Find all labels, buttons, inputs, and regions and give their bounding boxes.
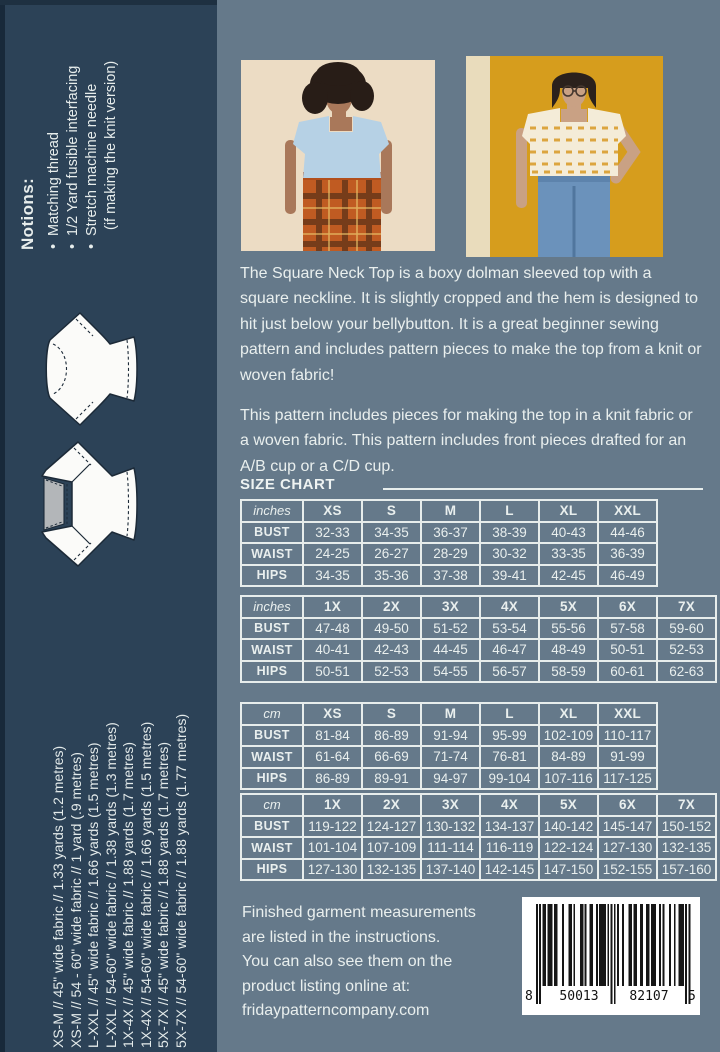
barcode-bar: [641, 904, 643, 986]
size-column-header: 5X: [539, 596, 598, 618]
size-column-header: S: [362, 500, 421, 522]
size-table-row: [241, 859, 716, 881]
left-edge-shadow: [0, 0, 5, 1052]
fabric-requirement-line: L-XXL // 45" wide fabric // 1.66 yards (1.5 metres): [85, 742, 101, 1048]
measurement-value: 117-125: [598, 768, 657, 790]
size-table-3: [240, 702, 658, 790]
size-column-header: S: [362, 703, 421, 725]
size-column-header: 7X: [657, 596, 716, 618]
size-column-header: 6X: [598, 596, 657, 618]
footer-line: Finished garment measurements: [242, 904, 476, 921]
size-column-header: 5X: [539, 794, 598, 816]
barcode-bar: [646, 904, 648, 986]
measurement-value: 51-52: [421, 618, 480, 640]
measurement-value: 137-140: [421, 859, 480, 881]
measurement-value: 42-43: [362, 639, 421, 661]
notions-item: • Matching thread: [45, 12, 64, 250]
measurement-value: 94-97: [421, 768, 480, 790]
measurement-value: 48-49: [539, 639, 598, 661]
barcode-bar: [580, 904, 582, 986]
size-column-header: 2X: [362, 596, 421, 618]
measurement-value: 28-29: [421, 543, 480, 565]
barcode-bar: [601, 904, 603, 986]
measurement-value: 76-81: [480, 746, 539, 768]
measurement-row-label: WAIST: [241, 746, 303, 768]
measurement-value: 86-89: [303, 768, 362, 790]
garment-flat-front-drawing: [26, 436, 146, 572]
size-column-header: 3X: [421, 596, 480, 618]
barcode-bar: [679, 904, 681, 986]
size-table-row: [241, 725, 657, 747]
barcode-digit-right: 5: [688, 989, 696, 1004]
size-column-header: XL: [539, 500, 598, 522]
barcode-bar: [539, 904, 541, 1004]
measurement-value: 147-150: [539, 859, 598, 881]
measurement-value: 119-122: [303, 816, 362, 838]
measurement-value: 37-38: [421, 565, 480, 587]
size-table-row: [241, 522, 657, 544]
measurement-value: 46-47: [480, 639, 539, 661]
notions-item: (if making the knit version): [103, 60, 119, 230]
barcode-bar: [611, 904, 613, 1004]
measurement-value: 127-130: [303, 859, 362, 881]
barcode-bar: [628, 904, 630, 986]
unit-label: cm: [241, 794, 303, 816]
size-column-header: L: [480, 500, 539, 522]
measurement-value: 101-104: [303, 837, 362, 859]
fabric-requirement-line: 1X-4X // 54-60" wide fabric // 1.66 yards (1.5 metres): [137, 721, 154, 1048]
measurement-value: 107-109: [362, 837, 421, 859]
measurement-value: 86-89: [362, 725, 421, 747]
measurement-value: 124-127: [362, 816, 421, 838]
measurement-value: 50-51: [303, 661, 362, 683]
measurement-value: 33-35: [539, 543, 598, 565]
measurement-value: 55-56: [539, 618, 598, 640]
measurement-value: 56-57: [480, 661, 539, 683]
measurement-value: 71-74: [421, 746, 480, 768]
measurement-value: 150-152: [657, 816, 716, 838]
measurement-value: 157-160: [657, 859, 716, 881]
top-edge-shadow: [0, 0, 217, 5]
description-paragraph-2: This pattern includes pieces for making the top in a knit fabric or a woven fabric. This pattern includes front pieces drafted for an A/B cup or a C/D cup.: [240, 407, 693, 475]
fabric-requirements-block: [50, 590, 190, 1048]
measurement-value: 49-50: [362, 618, 421, 640]
barcode-bar: [654, 904, 656, 986]
size-table-row: [241, 618, 716, 640]
fabric-requirement-line: L-XXL // 54-60" wide fabric // 1.38 yards (1.3 metres): [102, 722, 119, 1048]
measurement-value: 107-116: [539, 768, 598, 790]
measurement-value: 81-84: [303, 725, 362, 747]
barcode-bar: [635, 904, 637, 986]
measurement-value: 66-69: [362, 746, 421, 768]
barcode-bar: [542, 904, 544, 986]
barcode-bar: [544, 904, 546, 986]
barcode-bar: [591, 904, 593, 986]
measurement-value: 52-53: [362, 661, 421, 683]
barcode-bar: [653, 904, 655, 986]
barcode-bar: [585, 904, 587, 986]
measurement-row-label: WAIST: [241, 639, 303, 661]
barcode-bar: [669, 904, 671, 986]
barcode-bar: [674, 904, 676, 986]
measurement-value: 47-48: [303, 618, 362, 640]
size-chart-rule: [383, 488, 703, 490]
barcode-bar: [682, 904, 684, 986]
notions-title: Notions:: [18, 177, 37, 250]
barcode-bar: [554, 904, 556, 986]
barcode-bar: [640, 904, 642, 986]
barcode-bar: [648, 904, 650, 986]
measurement-row-label: HIPS: [241, 661, 303, 683]
measurement-value: 35-36: [362, 565, 421, 587]
barcode-bar: [555, 904, 557, 986]
photo-model-1: [241, 60, 435, 251]
garment-flat-back-drawing: [30, 308, 142, 430]
footer-line: are listed in the instructions.: [242, 928, 441, 946]
barcode-bar: [685, 904, 687, 1004]
measurement-value: 30-32: [480, 543, 539, 565]
footer-note: [242, 901, 476, 1024]
measurement-value: 54-55: [421, 661, 480, 683]
size-column-header: 1X: [303, 596, 362, 618]
barcode-bar: [662, 904, 664, 986]
measurement-value: 39-41: [480, 565, 539, 587]
measurement-value: 127-130: [598, 837, 657, 859]
barcode-bar: [607, 904, 609, 986]
fabric-requirement-line: XS-M // 54 - 60" wide fabric // 1 yard (.9 metres): [67, 752, 84, 1048]
measurement-value: 53-54: [480, 618, 539, 640]
measurement-row-label: HIPS: [241, 768, 303, 790]
measurement-value: 132-135: [657, 837, 716, 859]
measurement-row-label: HIPS: [241, 565, 303, 587]
measurement-value: 26-27: [362, 543, 421, 565]
footer-line: You can also see them on the: [242, 953, 453, 971]
fabric-requirement-line: 5X-7X // 45" wide fabric // 1.88 yards (1.7 metres): [155, 741, 171, 1048]
size-column-header: M: [421, 703, 480, 725]
size-column-header: XXL: [598, 703, 657, 725]
size-column-header: 4X: [480, 596, 539, 618]
measurement-value: 140-142: [539, 816, 598, 838]
size-column-header: L: [480, 703, 539, 725]
measurement-value: 111-114: [421, 837, 480, 859]
fabric-requirement-line: 1X-4X // 45" wide fabric // 1.88 yards (1.7 metres): [120, 741, 136, 1048]
size-column-header: 2X: [362, 794, 421, 816]
measurement-value: 24-25: [303, 543, 362, 565]
measurement-value: 152-155: [598, 859, 657, 881]
fabric-requirement-line: 5X-7X // 54-60" wide fabric // 1.88 yards (1.77 metres): [172, 713, 189, 1048]
fabric-requirement-line: XS-M // 45" wide fabric // 1.33 yards (1.2 metres): [50, 745, 66, 1048]
measurement-value: 142-145: [480, 859, 539, 881]
size-table-row: [241, 543, 657, 565]
notions-block: [18, 12, 121, 250]
barcode: [522, 897, 700, 1015]
size-column-header: XXL: [598, 500, 657, 522]
measurement-value: 89-91: [362, 768, 421, 790]
barcode-bar: [630, 904, 632, 986]
description-paragraph-1: The Square Neck Top is a boxy dolman sleeved top with a square neckline. It is slightly cropped and the hem is designed to hit just below your bellybutton. It is a great beginner sewing pattern and includes pattern pieces to make the top from a knit or woven fabric!: [240, 265, 702, 384]
unit-label: cm: [241, 703, 303, 725]
barcode-bar: [599, 904, 601, 986]
barcode-bar: [596, 904, 598, 986]
measurement-value: 36-39: [598, 543, 657, 565]
size-table-header-row: [241, 703, 657, 725]
barcode-bar: [651, 904, 653, 986]
size-table-row: [241, 746, 657, 768]
measurement-value: 59-60: [657, 618, 716, 640]
measurement-row-label: WAIST: [241, 837, 303, 859]
measurement-row-label: WAIST: [241, 543, 303, 565]
description-block: [240, 261, 704, 479]
measurement-value: 38-39: [480, 522, 539, 544]
size-table-row: [241, 661, 716, 683]
barcode-bar: [549, 904, 551, 986]
barcode-bar: [680, 904, 682, 986]
measurement-value: 40-41: [303, 639, 362, 661]
measurement-row-label: BUST: [241, 816, 303, 838]
barcode-bar: [568, 904, 570, 986]
measurement-value: 91-99: [598, 746, 657, 768]
barcode-bar: [573, 904, 575, 986]
size-table-row: [241, 837, 716, 859]
size-column-header: XL: [539, 703, 598, 725]
measurement-value: 60-61: [598, 661, 657, 683]
barcode-bar: [551, 904, 553, 986]
measurement-value: 130-132: [421, 816, 480, 838]
barcode-bar: [570, 904, 572, 986]
notions-item: • Stretch machine needle: [83, 12, 102, 250]
size-column-header: 1X: [303, 794, 362, 816]
size-column-header: XS: [303, 703, 362, 725]
measurement-value: 52-53: [657, 639, 716, 661]
size-table-header-row: [241, 794, 716, 816]
barcode-bar: [614, 904, 616, 1004]
size-table-header-row: [241, 596, 716, 618]
barcode-bar: [633, 904, 635, 986]
size-column-header: M: [421, 500, 480, 522]
barcode-digit-left: 8: [525, 989, 533, 1004]
size-table-2: [240, 595, 717, 683]
measurement-row-label: BUST: [241, 522, 303, 544]
size-chart-title: SIZE CHART: [240, 476, 335, 493]
measurement-value: 132-135: [362, 859, 421, 881]
measurement-value: 32-33: [303, 522, 362, 544]
footer-line: product listing online at:: [242, 977, 411, 995]
barcode-bar: [581, 904, 583, 986]
measurement-value: 84-89: [539, 746, 598, 768]
measurement-value: 91-94: [421, 725, 480, 747]
size-table-1: [240, 499, 658, 587]
barcode-bar: [562, 904, 564, 986]
barcode-bar: [589, 904, 591, 986]
measurement-value: 40-43: [539, 522, 598, 544]
measurement-value: 46-49: [598, 565, 657, 587]
barcode-bar: [536, 904, 538, 1004]
measurement-value: 95-99: [480, 725, 539, 747]
size-column-header: 3X: [421, 794, 480, 816]
measurement-value: 42-45: [539, 565, 598, 587]
size-column-header: 7X: [657, 794, 716, 816]
notions-item: • 1/2 Yard fusible interfacing: [64, 12, 83, 250]
measurement-value: 62-63: [657, 661, 716, 683]
measurement-value: 99-104: [480, 768, 539, 790]
barcode-bar: [547, 904, 549, 986]
measurement-value: 50-51: [598, 639, 657, 661]
barcode-bar: [617, 904, 619, 986]
size-table-4: [240, 793, 717, 881]
measurement-value: 36-37: [421, 522, 480, 544]
size-table-row: [241, 639, 716, 661]
measurement-value: 44-46: [598, 522, 657, 544]
barcode-digit-group-1: 50013: [559, 989, 599, 1004]
measurement-value: 44-45: [421, 639, 480, 661]
size-table-row: [241, 816, 716, 838]
photo-model-2: [466, 56, 663, 257]
measurement-value: 34-35: [362, 522, 421, 544]
measurement-value: 102-109: [539, 725, 598, 747]
measurement-value: 110-117: [598, 725, 657, 747]
barcode-bar: [604, 904, 606, 986]
measurement-row-label: HIPS: [241, 859, 303, 881]
unit-label: inches: [241, 596, 303, 618]
barcode-bar: [622, 904, 624, 986]
unit-label: inches: [241, 500, 303, 522]
measurement-value: 57-58: [598, 618, 657, 640]
measurement-value: 58-59: [539, 661, 598, 683]
measurement-value: 34-35: [303, 565, 362, 587]
barcode-bar: [659, 904, 661, 986]
measurement-value: 145-147: [598, 816, 657, 838]
measurement-row-label: BUST: [241, 725, 303, 747]
measurement-value: 122-124: [539, 837, 598, 859]
barcode-bar: [602, 904, 604, 986]
size-column-header: 6X: [598, 794, 657, 816]
website-text: fridaypatterncompany.com: [242, 1002, 430, 1020]
notions-list: [45, 12, 121, 250]
size-table-header-row: [241, 500, 657, 522]
measurement-value: 61-64: [303, 746, 362, 768]
size-column-header: 4X: [480, 794, 539, 816]
measurement-value: 134-137: [480, 816, 539, 838]
size-column-header: XS: [303, 500, 362, 522]
size-table-row: [241, 565, 657, 587]
measurement-row-label: BUST: [241, 618, 303, 640]
barcode-digit-group-2: 82107: [629, 989, 669, 1004]
size-table-row: [241, 768, 657, 790]
measurement-value: 116-119: [480, 837, 539, 859]
